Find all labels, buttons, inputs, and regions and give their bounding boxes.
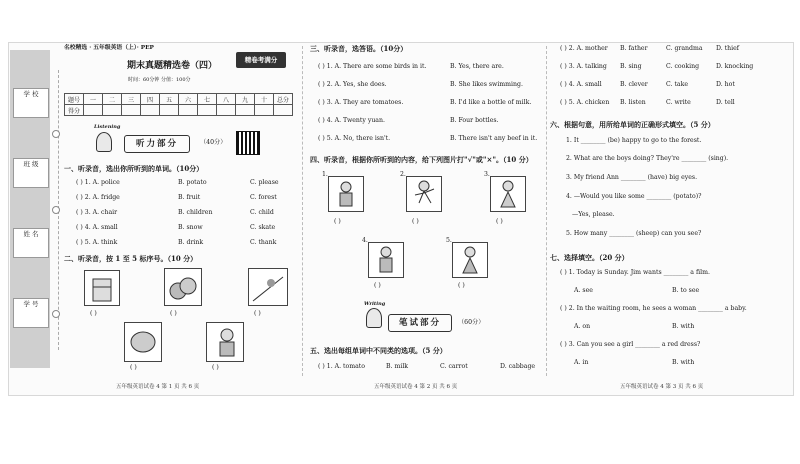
answer-option[interactable]: C. grandma [666, 45, 703, 52]
exam-title: 期末真题精选卷（四） [126, 61, 217, 71]
score-cell[interactable] [103, 105, 122, 116]
question-item[interactable]: ( ) 1. A. There are some birds in it. [318, 63, 427, 70]
answer-option[interactable]: D. tell [716, 99, 735, 106]
page-divider [546, 46, 547, 376]
writing-tag: Writing [364, 301, 386, 307]
answer-option[interactable]: D. knocking [716, 63, 754, 70]
item-number: 5. [446, 237, 452, 244]
question-item[interactable]: ( ) 5. A. think [76, 239, 118, 246]
score-cell[interactable] [160, 105, 179, 116]
fill-in-item[interactable]: 1. It ________ (be) happy to go to the forest. [566, 137, 702, 144]
answer-option[interactable]: B. She likes swimming. [450, 81, 523, 88]
listening-points: （40分） [200, 139, 227, 146]
picture-boy-running [406, 176, 442, 212]
page-footer: 五年级英语试卷 4 第 2 页 共 6 页 [374, 384, 458, 390]
question-item[interactable]: ( ) 1. A. tomato [318, 363, 366, 370]
answer-blank[interactable]: ( ) [90, 310, 97, 317]
table-cell: 总分 [274, 94, 293, 105]
answer-option[interactable]: C. cooking [666, 63, 700, 70]
answer-option[interactable]: A. in [574, 359, 589, 366]
fill-in-item[interactable]: 4. —Would you like some ________ (potato)? [566, 193, 702, 200]
answer-blank[interactable]: ( ) [254, 310, 261, 317]
answer-blank[interactable]: ( ) [170, 310, 177, 317]
listening-section-title: 听力部分 [124, 135, 190, 153]
question-item[interactable]: ( ) 2. A. fridge [76, 194, 120, 201]
score-cell[interactable] [198, 105, 217, 116]
answer-option[interactable]: D. hot [716, 81, 735, 88]
table-cell: 得分 [65, 105, 84, 116]
class-label: 班 级 [23, 160, 39, 168]
answer-option[interactable]: B. snow [178, 224, 203, 231]
question-item[interactable]: ( ) 1. A. police [76, 179, 120, 186]
answer-option[interactable]: C. take [666, 81, 689, 88]
answer-option[interactable]: B. with [672, 359, 695, 366]
item-number: 3. [484, 171, 490, 178]
question-item[interactable]: ( ) 3. A. They are tomatoes. [318, 99, 404, 106]
question-item[interactable]: ( ) 3. Can you see a girl ________ a red dress? [560, 341, 701, 348]
question-item[interactable]: ( ) 1. Today is Sunday. Jim wants ________ a film. [560, 269, 710, 276]
section-3-heading: 三、听录音，选答语。（10分） [310, 44, 408, 53]
name-field[interactable] [13, 228, 49, 258]
picture-boy-drawing [368, 242, 404, 278]
picture-fridge [84, 270, 120, 306]
score-cell[interactable] [217, 105, 236, 116]
score-cell[interactable] [122, 105, 141, 116]
question-item[interactable]: ( ) 3. A. talking [560, 63, 607, 70]
answer-option[interactable]: B. There isn't any beef in it. [450, 135, 538, 142]
section-2-heading: 二、听录音，按 1 至 5 标序号。（10 分） [64, 254, 198, 263]
answer-blank[interactable]: ( ) [412, 218, 419, 225]
fill-in-item[interactable]: 2. What are the boys doing? They're ________ (sing). [566, 155, 729, 162]
score-table [64, 93, 293, 116]
picture-tree-scene [248, 268, 288, 306]
table-cell: 四 [141, 94, 160, 105]
score-cell[interactable] [274, 105, 293, 116]
page-footer: 五年级英语试卷 4 第 1 页 共 6 页 [116, 384, 200, 390]
answer-option[interactable]: B. to see [672, 287, 700, 294]
answer-option[interactable]: B. father [620, 45, 648, 52]
section-7-heading: 七、选择填空。（20 分） [550, 253, 629, 262]
answer-option[interactable]: C. skate [250, 224, 276, 231]
score-cell[interactable] [84, 105, 103, 116]
class-field[interactable] [13, 158, 49, 188]
answer-option[interactable]: B. drink [178, 239, 204, 246]
answer-option[interactable]: B. Yes, there are. [450, 63, 504, 70]
binding-hole [52, 130, 60, 138]
picture-potatoes [124, 322, 162, 362]
school-field[interactable] [13, 88, 49, 118]
table-cell: 七 [198, 94, 217, 105]
answer-option[interactable]: B. with [672, 323, 695, 330]
section-4-heading: 四、听录音，根据你所听到的内容，给下列图片打"√"或"×"。（10 分） [310, 155, 533, 164]
writing-points: （60分） [458, 319, 485, 326]
headphone-icon [96, 132, 112, 152]
table-cell: 六 [179, 94, 198, 105]
answer-option[interactable]: C. forest [250, 194, 277, 201]
question-item[interactable]: ( ) 4. A. Twenty yuan. [318, 117, 385, 124]
question-item[interactable]: ( ) 3. A. chair [76, 209, 118, 216]
item-number: 4. [362, 237, 368, 244]
answer-option[interactable]: B. children [178, 209, 213, 216]
answer-blank[interactable]: ( ) [334, 218, 341, 225]
section-6-heading: 六、根据句意，用所给单词的正确形式填空。（5 分） [550, 120, 715, 129]
answer-option[interactable]: B. potato [178, 179, 207, 186]
section-5-heading: 五、选出每组单词中不同类的选项。（5 分） [310, 346, 447, 355]
section-1-heading: 一、听录音，选出你所听到的单词。（10分） [64, 164, 204, 173]
question-item[interactable]: ( ) 5. A. No, there isn't. [318, 135, 391, 142]
answer-blank[interactable]: ( ) [130, 364, 137, 371]
score-cell[interactable] [141, 105, 160, 116]
answer-option[interactable]: B. listen [620, 99, 646, 106]
exam-badge: 精卷考满分 [236, 52, 286, 68]
student-info-sidebar [10, 50, 50, 368]
score-table-row [65, 105, 293, 116]
name-label: 姓 名 [23, 230, 39, 238]
student-number-label: 学 号 [23, 300, 39, 308]
table-cell: 十 [255, 94, 274, 105]
writing-section-title: 笔试部分 [388, 314, 452, 332]
table-cell: 八 [217, 94, 236, 105]
table-cell: 一 [84, 94, 103, 105]
table-cell: 九 [236, 94, 255, 105]
answer-option[interactable]: B. milk [386, 363, 409, 370]
answer-option[interactable]: D. cabbage [500, 363, 536, 370]
item-number: 2. [400, 171, 406, 178]
qr-code-icon[interactable] [236, 131, 260, 155]
school-label: 学 校 [23, 90, 39, 98]
answer-option[interactable]: C. please [250, 179, 279, 186]
fill-in-item[interactable]: 5. How many ________ (sheep) can you see? [566, 230, 702, 237]
answer-blank[interactable]: ( ) [458, 282, 465, 289]
question-item[interactable]: ( ) 5. A. chicken [560, 99, 610, 106]
picture-man-cooking [328, 176, 364, 212]
question-item[interactable]: ( ) 2. In the waiting room, he sees a woman ________ a baby. [560, 305, 747, 312]
question-item[interactable]: ( ) 4. A. small [560, 81, 602, 88]
fill-in-item[interactable]: —Yes, please. [572, 211, 615, 218]
table-cell: 题号 [65, 94, 84, 105]
answer-option[interactable]: C. thank [250, 239, 277, 246]
picture-tomatoes [164, 268, 202, 306]
answer-option[interactable]: A. see [574, 287, 593, 294]
table-cell: 三 [122, 94, 141, 105]
binding-hole [52, 206, 60, 214]
page-footer: 五年级英语试卷 4 第 3 页 共 6 页 [620, 384, 704, 390]
score-cell[interactable] [236, 105, 255, 116]
answer-blank[interactable]: ( ) [374, 282, 381, 289]
answer-option[interactable]: B. I'd like a bottle of milk. [450, 99, 532, 106]
answer-option[interactable]: B. fruit [178, 194, 201, 201]
picture-girl-dancing [490, 176, 526, 212]
score-cell[interactable] [179, 105, 198, 116]
answer-blank[interactable]: ( ) [496, 218, 503, 225]
question-item[interactable]: ( ) 2. A. Yes, she does. [318, 81, 387, 88]
student-number-field[interactable] [13, 298, 49, 328]
answer-option[interactable]: B. Four bottles. [450, 117, 499, 124]
binding-hole [52, 310, 60, 318]
fill-in-item[interactable]: 3. My friend Ann ________ (have) big eyes. [566, 174, 698, 181]
answer-blank[interactable]: ( ) [212, 364, 219, 371]
answer-option[interactable]: C. child [250, 209, 274, 216]
answer-option[interactable]: C. carrot [440, 363, 468, 370]
pencil-mascot-icon [366, 308, 382, 328]
item-number: 1. [322, 171, 328, 178]
answer-option[interactable]: D. thief [716, 45, 740, 52]
series-label: 名校精选 · 五年级英语（上）· PEP [64, 45, 154, 51]
picture-girl-singing [452, 242, 488, 278]
score-table-row [65, 94, 293, 105]
listening-tag: Listening [94, 124, 121, 130]
answer-option[interactable]: B. sing [620, 63, 642, 70]
answer-option[interactable]: B. clever [620, 81, 648, 88]
picture-boy-singing [206, 322, 244, 362]
answer-option[interactable]: A. on [574, 323, 591, 330]
exam-meta: 时间：60分钟 分值：100分 [128, 77, 191, 83]
score-cell[interactable] [255, 105, 274, 116]
table-cell: 五 [160, 94, 179, 105]
table-cell: 二 [103, 94, 122, 105]
question-item[interactable]: ( ) 4. A. small [76, 224, 118, 231]
question-item[interactable]: ( ) 2. A. mother [560, 45, 608, 52]
page-divider [302, 46, 303, 376]
answer-option[interactable]: C. write [666, 99, 691, 106]
